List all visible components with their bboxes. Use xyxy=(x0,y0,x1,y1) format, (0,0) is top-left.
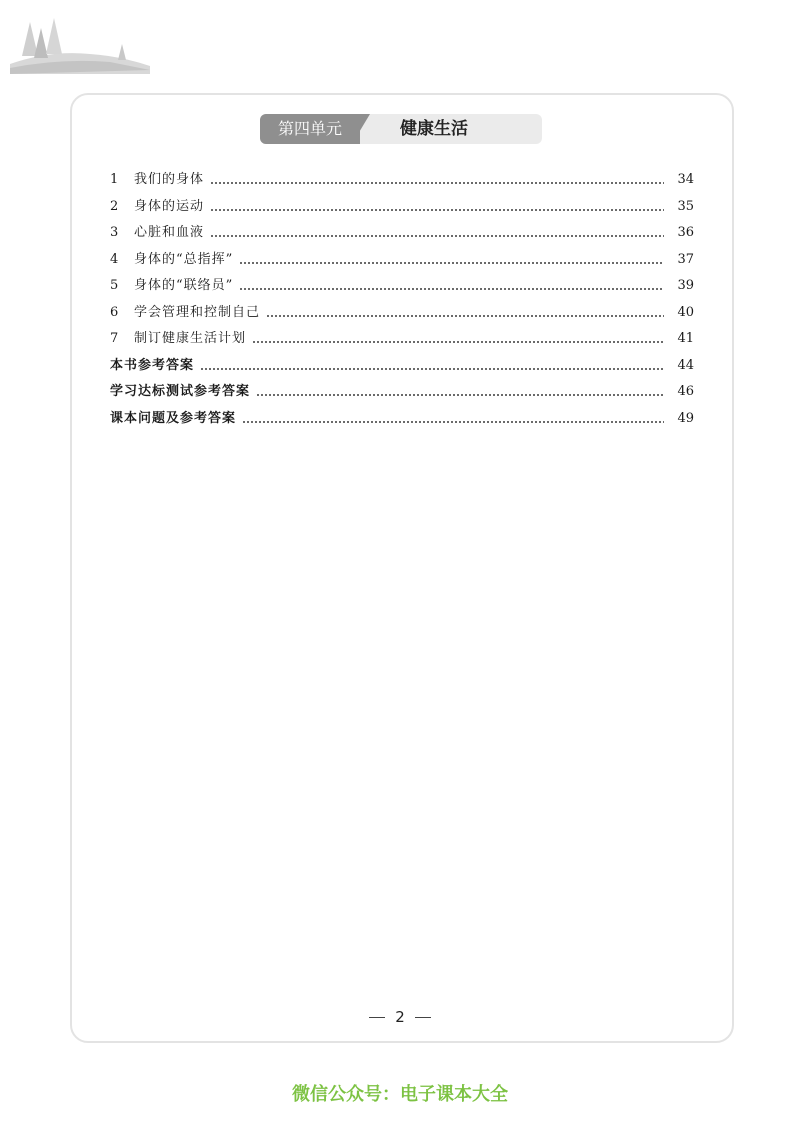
toc-entry-title: 心脏和血液 xyxy=(134,225,205,240)
toc-entry-page: 39 xyxy=(677,278,694,293)
toc-entry-leader-dots xyxy=(210,208,664,212)
toc-entry-leader-dots xyxy=(210,181,664,185)
toc-entry-title: 课本问题及参考答案 xyxy=(110,410,237,426)
toc-entry-leader-dots xyxy=(210,234,664,238)
toc-entry-leader-dots xyxy=(252,340,664,344)
toc-entry-title: 我们的身体 xyxy=(134,172,205,187)
toc-entry[interactable] xyxy=(110,407,694,434)
toc-entry-title: 制订健康生活计划 xyxy=(134,331,247,346)
toc-entry[interactable] xyxy=(110,327,694,354)
toc-entry-number: 7 xyxy=(110,331,119,346)
toc-entry-leader-dots xyxy=(266,314,664,318)
toc-entry-page: 36 xyxy=(677,225,694,240)
toc-entry-number: 5 xyxy=(110,278,119,293)
table-of-contents xyxy=(110,168,694,433)
toc-entry[interactable] xyxy=(110,354,694,381)
unit-label: 第四单元 xyxy=(260,114,360,144)
toc-entry-title: 身体的“总指挥” xyxy=(134,251,234,267)
toc-entry-page: 40 xyxy=(677,304,694,320)
page-number-dash-left xyxy=(369,1017,385,1018)
toc-entry[interactable] xyxy=(110,168,694,195)
toc-entry-number: 6 xyxy=(110,304,119,320)
toc-entry-title: 学习达标测试参考答案 xyxy=(110,384,251,399)
toc-entry-title: 身体的“联络员” xyxy=(134,278,234,293)
toc-entry-page: 37 xyxy=(677,251,694,267)
unit-header xyxy=(260,114,542,144)
footer-watermark: 微信公众号：电子课本大全 xyxy=(292,1084,508,1105)
toc-entry-leader-dots xyxy=(256,393,664,397)
page-number xyxy=(0,1008,800,1026)
toc-entry-number: 1 xyxy=(110,172,119,187)
toc-entry-leader-dots xyxy=(242,420,664,424)
toc-entry-number: 2 xyxy=(110,198,119,214)
toc-entry-leader-dots xyxy=(239,261,664,265)
page-number-value: 2 xyxy=(395,1008,405,1026)
toc-entry-number: 3 xyxy=(110,225,119,240)
toc-entry[interactable] xyxy=(110,274,694,301)
toc-entry-page: 44 xyxy=(677,357,694,373)
toc-entry-title: 学会管理和控制自己 xyxy=(134,304,261,320)
toc-entry-page: 34 xyxy=(677,172,694,187)
toc-entry-page: 35 xyxy=(677,198,694,214)
toc-entry-leader-dots xyxy=(239,287,664,291)
toc-entry-title: 本书参考答案 xyxy=(110,357,195,373)
toc-entry[interactable] xyxy=(110,221,694,248)
toc-entry-page: 41 xyxy=(677,331,694,346)
toc-entry[interactable] xyxy=(110,301,694,328)
toc-entry-number: 4 xyxy=(110,251,119,267)
toc-entry-page: 46 xyxy=(677,384,694,399)
landscape-decoration xyxy=(10,14,160,74)
toc-entry[interactable] xyxy=(110,195,694,222)
page-number-dash-right xyxy=(415,1017,431,1018)
toc-entry-leader-dots xyxy=(200,367,664,371)
toc-entry-page: 49 xyxy=(677,410,694,426)
toc-entry[interactable] xyxy=(110,248,694,275)
unit-title: 健康生活 xyxy=(400,119,468,139)
toc-entry-title: 身体的运动 xyxy=(134,198,205,214)
toc-entry[interactable] xyxy=(110,380,694,407)
